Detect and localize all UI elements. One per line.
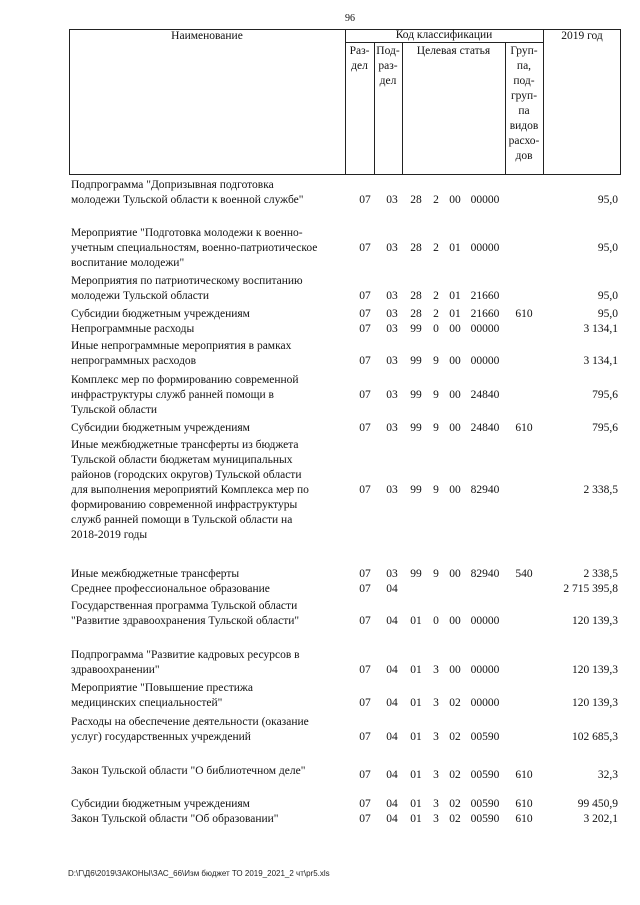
header-name: Наименование [171, 30, 243, 42]
code-c4: 00000 [470, 355, 500, 367]
row-name: Мероприятия по патриотическому воспитанию молодежи Тульской области [71, 275, 303, 302]
amount-2019: 95,0 [597, 290, 618, 302]
amount-2019: 2 338,5 [583, 568, 618, 580]
code-c2: 9 [433, 484, 439, 496]
code-c4: 00000 [470, 664, 500, 676]
code-vr: 610 [515, 813, 533, 825]
code-c4: 00000 [470, 194, 500, 206]
code-c4: 24840 [470, 389, 500, 401]
code-c2: 9 [433, 355, 439, 367]
code-c3: 01 [449, 242, 461, 254]
code-r: 07 [359, 813, 371, 825]
code-pr: 04 [386, 615, 398, 627]
code-c2: 3 [433, 813, 439, 825]
header-razdel: Раз- дел [349, 45, 370, 72]
code-c3: 00 [449, 323, 461, 335]
row-name: Государственная программа Тульской области "Развитие здравоохранения Тульской области" [71, 600, 300, 627]
code-pr: 03 [386, 389, 398, 401]
code-vr: 610 [515, 798, 533, 810]
code-c4: 24840 [470, 422, 500, 434]
code-r: 07 [359, 583, 371, 595]
code-c1: 01 [410, 731, 422, 743]
row-name: Закон Тульской области "О библиотечном деле" [71, 765, 306, 777]
code-r: 07 [359, 798, 371, 810]
code-pr: 03 [386, 355, 398, 367]
code-r: 07 [359, 389, 371, 401]
code-r: 07 [359, 484, 371, 496]
row-name: Субсидии бюджетным учреждениям [71, 798, 250, 810]
code-c4: 00000 [470, 323, 500, 335]
amount-2019: 120 139,3 [572, 664, 618, 676]
row-name: Подпрограмма "Допризывная подготовка молодежи Тульской области к военной службе" [71, 179, 304, 206]
code-c2: 3 [433, 664, 439, 676]
table-row [0, 274, 640, 304]
amount-2019: 3 134,1 [583, 323, 618, 335]
table-row [0, 322, 640, 337]
row-name: Комплекс мер по формированию современной инфраструктуры служб ранней помощи в Тульской области [71, 374, 299, 416]
code-c1: 28 [410, 194, 422, 206]
code-pr: 03 [386, 323, 398, 335]
amount-2019: 3 134,1 [583, 355, 618, 367]
header-group: Груп- па, под- груп- па видов расхо- дов [508, 45, 540, 162]
code-c1: 99 [410, 422, 422, 434]
table-row [0, 178, 640, 208]
amount-2019: 2 715 395,8 [563, 583, 618, 595]
code-pr: 04 [386, 664, 398, 676]
code-r: 07 [359, 290, 371, 302]
table-row [0, 764, 640, 779]
code-c4: 00590 [470, 813, 500, 825]
amount-2019: 795,6 [592, 389, 618, 401]
code-c4: 00590 [470, 769, 500, 781]
row-name: Иные межбюджетные трансферты [71, 568, 240, 580]
row-name: Закон Тульской области "Об образовании" [71, 813, 279, 825]
code-c4: 21660 [470, 308, 500, 320]
table-row [0, 567, 640, 582]
code-vr: 610 [515, 422, 533, 434]
code-c1: 99 [410, 568, 422, 580]
code-c3: 00 [449, 568, 461, 580]
code-c3: 00 [449, 389, 461, 401]
code-c2: 2 [433, 290, 439, 302]
header-code-group: Код классификации [395, 29, 493, 41]
code-c1: 28 [410, 308, 422, 320]
code-pr: 04 [386, 813, 398, 825]
table-row [0, 582, 640, 597]
amount-2019: 795,6 [592, 422, 618, 434]
code-pr: 03 [386, 194, 398, 206]
code-c4: 00000 [470, 242, 500, 254]
page-number: 96 [345, 13, 355, 24]
code-c4: 00590 [470, 798, 500, 810]
code-c3: 00 [449, 355, 461, 367]
code-c4: 00590 [470, 731, 500, 743]
table-row [0, 648, 640, 678]
code-c3: 00 [449, 194, 461, 206]
amount-2019: 3 202,1 [583, 813, 618, 825]
table-row [0, 438, 640, 543]
table-row [0, 421, 640, 436]
code-c3: 01 [449, 290, 461, 302]
code-c2: 2 [433, 194, 439, 206]
code-c3: 02 [449, 769, 461, 781]
code-pr: 04 [386, 583, 398, 595]
code-c3: 00 [449, 664, 461, 676]
code-c4: 21660 [470, 290, 500, 302]
code-vr: 610 [515, 308, 533, 320]
code-r: 07 [359, 697, 371, 709]
code-vr: 540 [515, 568, 533, 580]
amount-2019: 120 139,3 [572, 615, 618, 627]
code-c1: 01 [410, 664, 422, 676]
code-c1: 01 [410, 615, 422, 627]
code-c1: 01 [410, 769, 422, 781]
code-c2: 0 [433, 323, 439, 335]
amount-2019: 95,0 [597, 308, 618, 320]
code-pr: 04 [386, 798, 398, 810]
code-pr: 03 [386, 242, 398, 254]
amount-2019: 102 685,3 [572, 731, 618, 743]
code-c1: 01 [410, 798, 422, 810]
file-path-footer: D:\Г\Д6\2019\ЗАКОНЫ\ЗАС_66\Изм бюджет ТО 2019_2021_2 чт\pr5.xls [68, 869, 330, 878]
code-c3: 02 [449, 697, 461, 709]
code-c2: 3 [433, 798, 439, 810]
amount-2019: 2 338,5 [583, 484, 618, 496]
code-c3: 02 [449, 813, 461, 825]
code-c4: 82940 [470, 484, 500, 496]
code-c1: 99 [410, 389, 422, 401]
code-c1: 01 [410, 813, 422, 825]
code-c2: 2 [433, 242, 439, 254]
row-name: Среднее профессиональное образование [71, 583, 270, 595]
code-pr: 04 [386, 697, 398, 709]
row-name: Мероприятие "Подготовка молодежи к военно- учетным специальностям, военно-патриотическое воспитание молодежи" [71, 227, 318, 269]
amount-2019: 95,0 [597, 194, 618, 206]
row-name: Мероприятие "Повышение престижа медицинских специальностей" [71, 682, 253, 709]
table-row [0, 812, 640, 827]
row-name: Иные межбюджетные трансферты из бюджета Тульской области бюджетам муниципальных районов (городских округов) Тульской области для выполнения мероприятий Комплекса мер по формированию современной инфраструктуры служб ранней помощи в Тульской области на 2018-2019 годы [71, 439, 309, 541]
code-c4: 82940 [470, 568, 500, 580]
amount-2019: 99 450,9 [577, 798, 618, 810]
code-r: 07 [359, 194, 371, 206]
code-c3: 01 [449, 308, 461, 320]
code-c1: 28 [410, 242, 422, 254]
code-c3: 00 [449, 484, 461, 496]
code-pr: 03 [386, 422, 398, 434]
header-podrazdel: Под- раз- дел [376, 45, 400, 87]
code-pr: 03 [386, 290, 398, 302]
code-c2: 9 [433, 568, 439, 580]
row-name: Субсидии бюджетным учреждениям [71, 308, 250, 320]
code-c3: 00 [449, 422, 461, 434]
code-c3: 02 [449, 798, 461, 810]
row-name: Непрограммные расходы [71, 323, 195, 335]
header-target: Целевая статья [416, 45, 491, 57]
header-year: 2019 год [561, 30, 603, 42]
code-c1: 99 [410, 355, 422, 367]
code-pr: 04 [386, 731, 398, 743]
row-name: Подпрограмма "Развитие кадровых ресурсов в здравоохранении" [71, 649, 300, 676]
code-c2: 9 [433, 389, 439, 401]
code-c2: 3 [433, 697, 439, 709]
code-pr: 04 [386, 769, 398, 781]
code-c2: 3 [433, 769, 439, 781]
code-pr: 03 [386, 308, 398, 320]
row-name: Расходы на обеспечение деятельности (оказание услуг) государственных учреждений [71, 716, 309, 743]
code-r: 07 [359, 355, 371, 367]
code-c2: 0 [433, 615, 439, 627]
table-row [0, 307, 640, 322]
code-pr: 03 [386, 484, 398, 496]
code-c1: 99 [410, 323, 422, 335]
code-r: 07 [359, 323, 371, 335]
code-c1: 28 [410, 290, 422, 302]
row-name: Иные непрограммные мероприятия в рамках непрограммных расходов [71, 340, 292, 367]
code-r: 07 [359, 615, 371, 627]
code-c4: 00000 [470, 697, 500, 709]
code-c2: 3 [433, 731, 439, 743]
code-r: 07 [359, 242, 371, 254]
table-row [0, 797, 640, 812]
code-c2: 9 [433, 422, 439, 434]
row-name: Субсидии бюджетным учреждениям [71, 422, 250, 434]
amount-2019: 32,3 [597, 769, 618, 781]
code-r: 07 [359, 731, 371, 743]
code-r: 07 [359, 664, 371, 676]
table-row [0, 681, 640, 711]
code-c2: 2 [433, 308, 439, 320]
amount-2019: 95,0 [597, 242, 618, 254]
code-r: 07 [359, 568, 371, 580]
code-pr: 03 [386, 568, 398, 580]
table-row [0, 339, 640, 369]
code-r: 07 [359, 422, 371, 434]
table-header [69, 29, 621, 175]
code-r: 07 [359, 308, 371, 320]
code-c1: 01 [410, 697, 422, 709]
table-row [0, 226, 640, 271]
table-row [0, 373, 640, 418]
code-c1: 99 [410, 484, 422, 496]
code-c3: 02 [449, 731, 461, 743]
code-c4: 00000 [470, 615, 500, 627]
code-vr: 610 [515, 769, 533, 781]
code-r: 07 [359, 769, 371, 781]
code-c3: 00 [449, 615, 461, 627]
table-row [0, 599, 640, 629]
amount-2019: 120 139,3 [572, 697, 618, 709]
table-row [0, 715, 640, 745]
